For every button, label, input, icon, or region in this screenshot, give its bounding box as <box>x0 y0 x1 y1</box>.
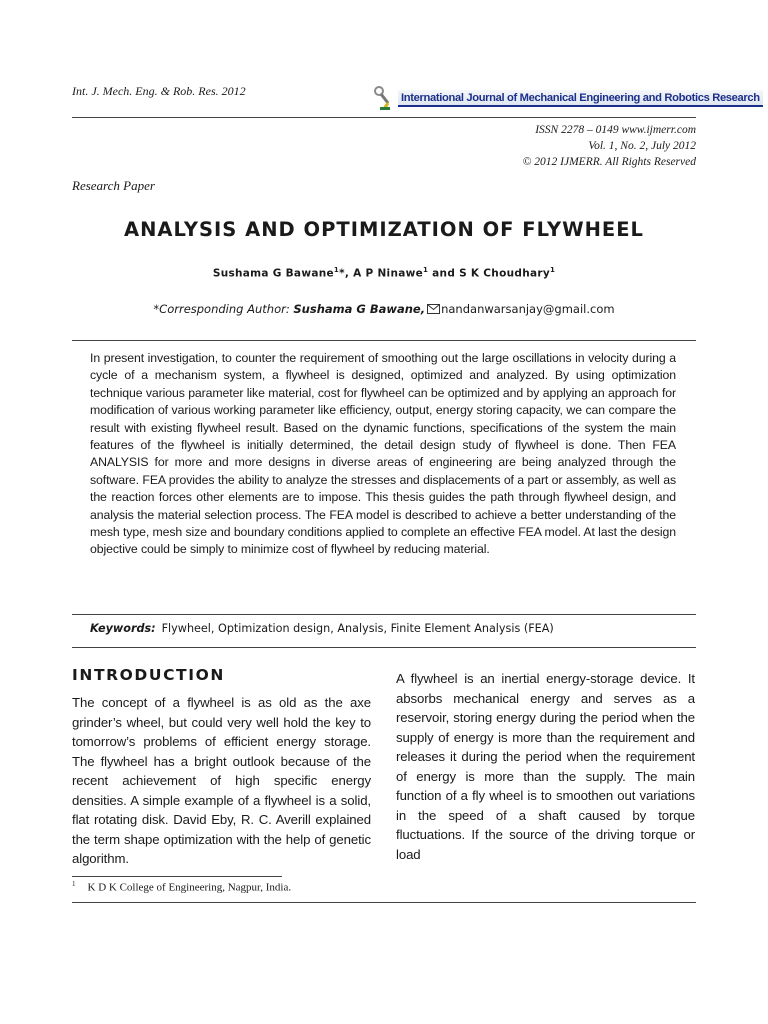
affiliation-mark: 1 <box>423 266 429 274</box>
author-list <box>0 266 768 280</box>
author-separator: and <box>428 267 460 280</box>
corresponding-name: Sushama G Bawane, <box>293 302 426 316</box>
author-name: Sushama G Bawane <box>212 267 334 280</box>
keywords <box>90 622 554 635</box>
author-separator: *, <box>339 267 354 280</box>
corresponding-author <box>0 302 768 317</box>
copyright: © 2012 IJMERR. All Rights Reserved <box>522 156 696 168</box>
page-bottom-rule <box>72 902 696 903</box>
footnote-rule <box>72 876 282 877</box>
abstract-bottom-rule <box>72 614 696 615</box>
affiliation-mark: 1 <box>333 266 340 274</box>
section-heading: INTRODUCTION <box>72 666 225 684</box>
affiliation-mark: 1 <box>549 266 556 274</box>
robot-arm-icon <box>372 85 394 111</box>
keywords-rule <box>72 647 696 648</box>
journal-logo <box>372 84 763 112</box>
keywords-text: Flywheel, Optimization design, Analysis, Finite Element Analysis (FEA) <box>161 622 554 635</box>
abstract-text: In present investigation, to counter the requirement of smoothing out the large oscillations in velocity during a cycle of a mechanism system, a flywheel is designed, optimized and analyzed. By using optimization technique various parameter like material, cost for flywheel can be optimized and by applying an approach for modification of various working parameter like efficiency, output, energy storing capacity, we can compare the result with existing flywheel result. Based on the dynamic functions, specifications of the system the main features of the flywheel is initially determined, the detail design study of flywheel is done. Then FEA ANALYSIS for more and more designs in diverse areas of engineering are being analyzed through the software. FEA provides the ability to analyze the stresses and displacements of a part or assembly, as well as the reaction forces other elements are to impose. This thesis guides the path through flywheel design, and analysis the material selection process. The FEA model is described to achieve a better understanding of the mesh type, mesh size and boundary conditions applied to complete an effective FEA model. At last the design objective could be simply to minimize cost of flywheel by reducing material. <box>90 351 676 557</box>
paper-title: ANALYSIS AND OPTIMIZATION OF FLYWHEEL <box>124 218 644 241</box>
corresponding-label: *Corresponding Author: <box>153 302 294 316</box>
header-rule <box>72 117 696 118</box>
footnote-mark: 1 <box>72 880 76 888</box>
paper-type: Research Paper <box>72 178 155 193</box>
issn: ISSN 2278 – 0149 www.ijmerr.com <box>535 124 696 136</box>
volume: Vol. 1, No. 2, July 2012 <box>588 140 696 152</box>
journal-citation: Int. J. Mech. Eng. & Rob. Res. 2012 <box>72 84 246 98</box>
body-column-left: The concept of a flywheel is as old as the axe grinder’s wheel, but could very well hold the key to tomorrow’s problems of efficient energy storage. The flywheel has a bright outlook because of the recent achievement of high specific energy densities. A simple example of a flywheel is a solid, flat rotating disk. David Eby, R. C. Averill explained the term shape optimization with the help of genetic algorithm. <box>72 695 371 866</box>
journal-logo-banner: International Journal of Mechanical Engineering and Robotics Research <box>398 90 763 107</box>
envelope-icon <box>427 303 440 317</box>
footnote-text: K D K College of Engineering, Nagpur, India. <box>87 881 292 894</box>
body-column-right: A flywheel is an inertial energy-storage device. It absorbs mechanical energy and serves as a reservoir, storing energy during the period when the supply of energy is more than the requirement and releases it during the period when the requirement of energy is more than the supply. The main function of a fly wheel is to smoothen out variations in the speed of a shaft caused by torque fluctuations. If the source of the driving torque or load <box>396 671 695 862</box>
footnote <box>72 880 291 894</box>
author-name: S K Choudhary <box>459 267 550 280</box>
keywords-label: Keywords: <box>90 622 156 635</box>
abstract-top-rule <box>72 340 696 341</box>
corresponding-email[interactable]: nandanwarsanjay@gmail.com <box>441 302 615 316</box>
issue-meta <box>523 122 696 170</box>
author-name: A P Ninawe <box>353 267 424 280</box>
